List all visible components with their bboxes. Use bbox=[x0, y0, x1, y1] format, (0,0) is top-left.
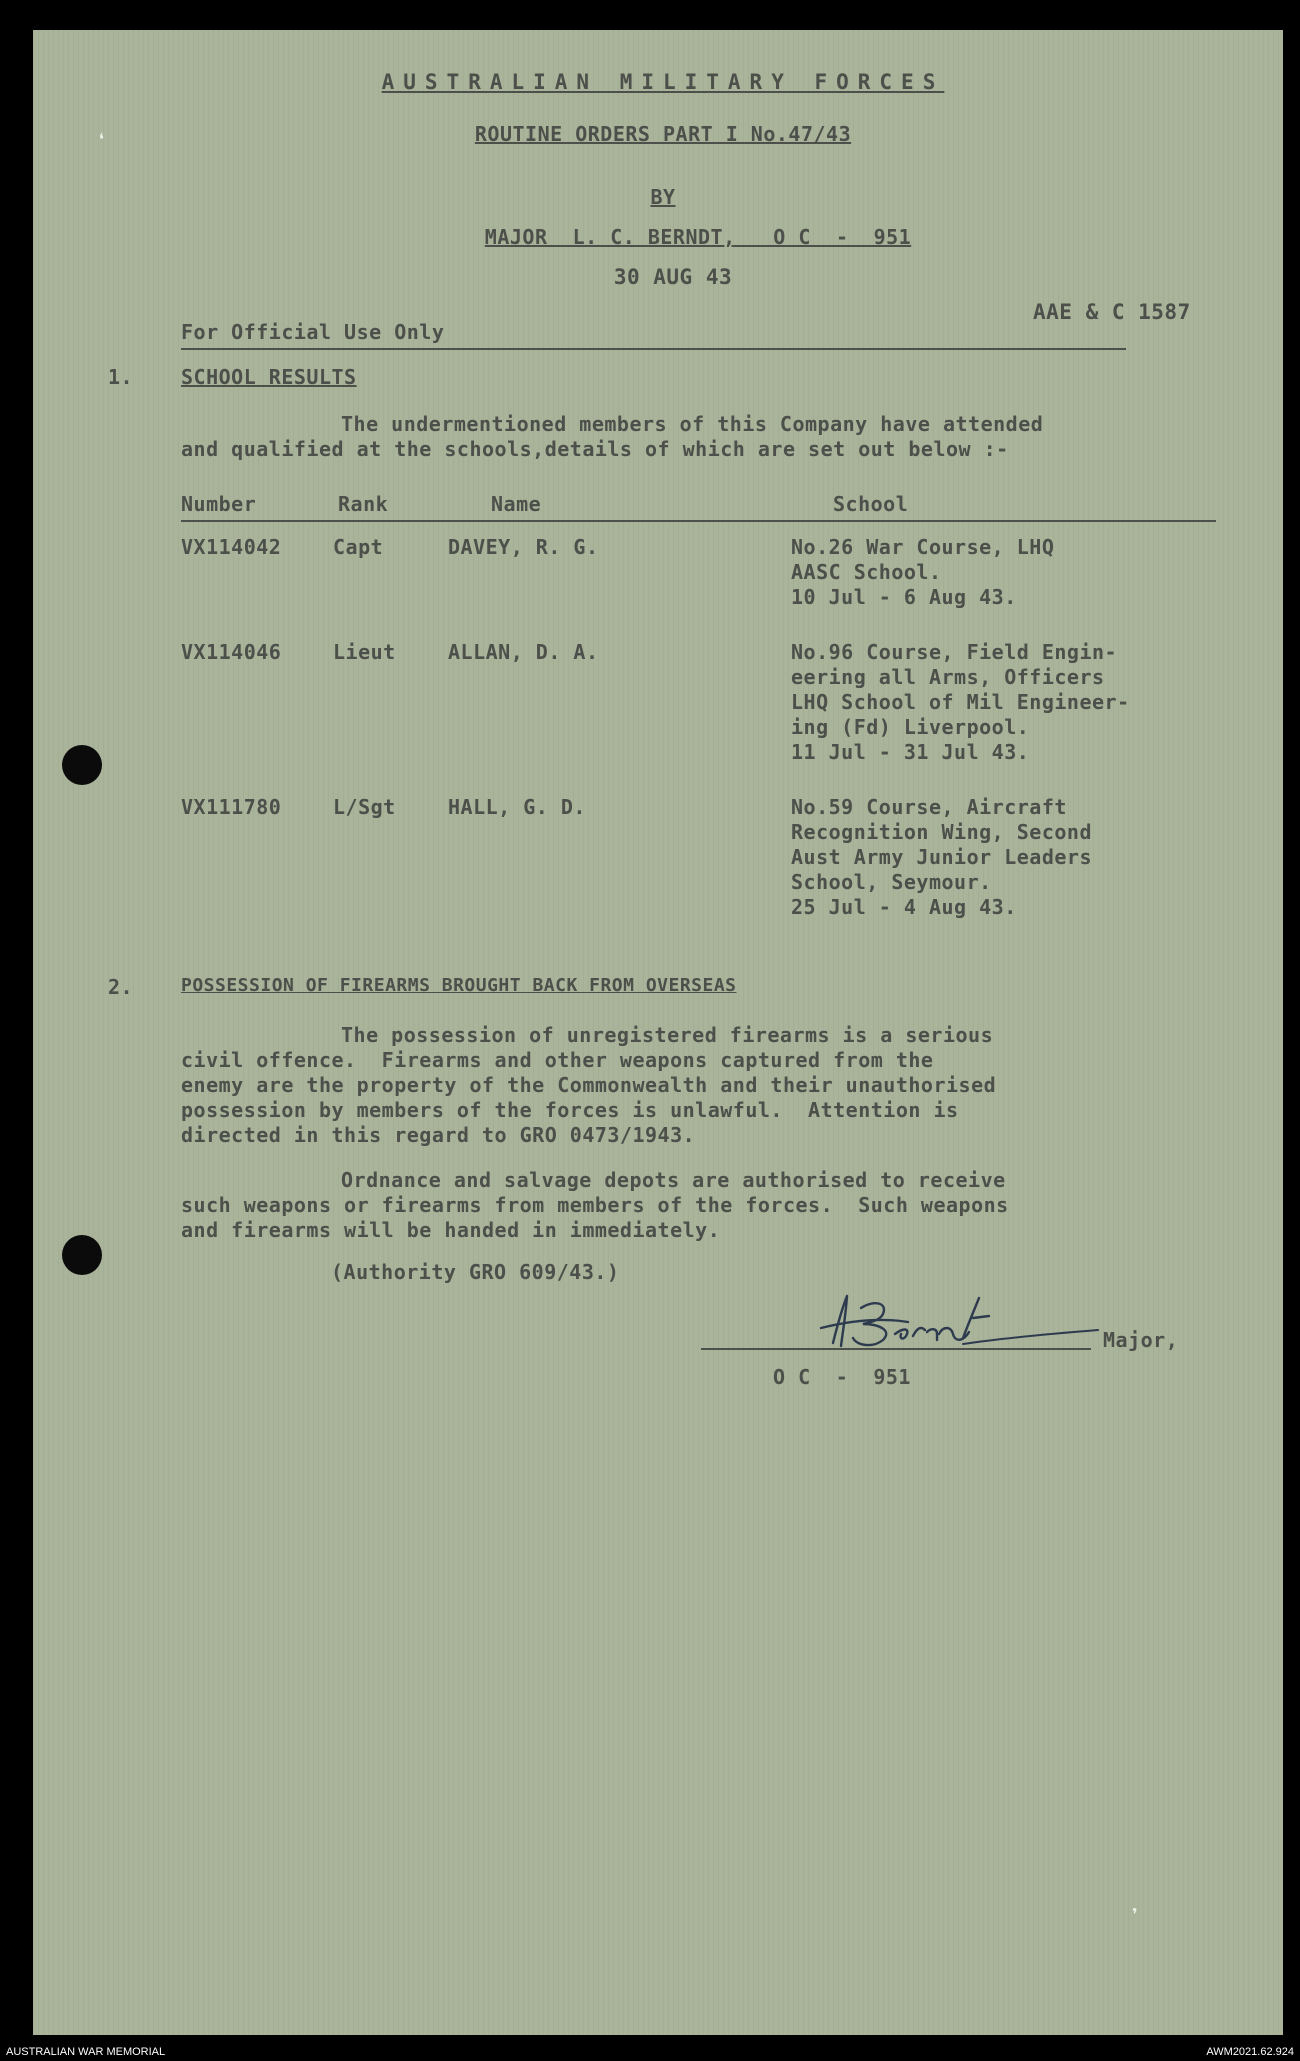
paragraph-line: possession by members of the forces is unlawful. Attention is bbox=[181, 1098, 959, 1122]
member-name: ALLAN, D. A. bbox=[448, 640, 599, 664]
column-header: Rank bbox=[338, 492, 389, 516]
paragraph-line: The undermentioned members of this Company have attended bbox=[341, 412, 1044, 436]
paragraph-line: civil offence. Firearms and other weapons captured from the bbox=[181, 1048, 934, 1072]
paragraph-line: The possession of unregistered firearms is a serious bbox=[341, 1023, 994, 1047]
paragraph-line: directed in this regard to GRO 0473/1943. bbox=[181, 1123, 696, 1147]
authority-reference: (Authority GRO 609/43.) bbox=[331, 1260, 620, 1284]
school-detail: No.26 War Course, LHQ bbox=[791, 535, 1055, 559]
rank: L/Sgt bbox=[333, 795, 396, 819]
paper-tear-mark: ❜ bbox=[1128, 1905, 1142, 1930]
school-detail: 11 Jul - 31 Jul 43. bbox=[791, 740, 1030, 764]
paragraph-line: and firearms will be handed in immediately. bbox=[181, 1218, 721, 1242]
punch-hole bbox=[62, 1235, 102, 1275]
signature-line bbox=[701, 1348, 1091, 1350]
school-detail: ing (Fd) Liverpool. bbox=[791, 715, 1030, 739]
header-rule bbox=[181, 348, 1126, 350]
document-page bbox=[33, 30, 1283, 2035]
section-heading: POSSESSION OF FIREARMS BROUGHT BACK FROM OVERSEAS bbox=[181, 975, 737, 996]
column-header: Name bbox=[491, 492, 542, 516]
school-detail: Recognition Wing, Second bbox=[791, 820, 1092, 844]
document-date: 30 AUG 43 bbox=[613, 265, 733, 289]
school-detail: No.96 Course, Field Engin- bbox=[791, 640, 1118, 664]
column-header: School bbox=[833, 492, 909, 516]
reference-number: AAE & C 1587 bbox=[1033, 300, 1191, 324]
signatory-unit: O C - 951 bbox=[773, 1365, 911, 1389]
section-number: 2. bbox=[108, 975, 134, 999]
archive-reference: AWM2021.62.924 bbox=[1206, 2046, 1294, 2058]
school-detail: eering all Arms, Officers bbox=[791, 665, 1105, 689]
school-detail: No.59 Course, Aircraft bbox=[791, 795, 1067, 819]
school-detail: 10 Jul - 6 Aug 43. bbox=[791, 585, 1017, 609]
official-use-marking: For Official Use Only bbox=[181, 320, 445, 344]
paragraph-line: such weapons or firearms from members of the forces. Such weapons bbox=[181, 1193, 1009, 1217]
paragraph-line: enemy are the property of the Commonwealth and their unauthorised bbox=[181, 1073, 997, 1097]
punch-hole bbox=[62, 745, 102, 785]
rank: Capt bbox=[333, 535, 384, 559]
officer-line: MAJOR L. C. BERNDT, O C - 951 bbox=[484, 225, 912, 249]
paragraph-line: Ordnance and salvage depots are authorised to receive bbox=[341, 1168, 1006, 1192]
signatory-rank: Major, bbox=[1103, 1328, 1179, 1352]
service-number: VX111780 bbox=[181, 795, 282, 819]
section-number: 1. bbox=[108, 365, 134, 389]
service-number: VX114042 bbox=[181, 535, 282, 559]
column-header: Number bbox=[181, 492, 257, 516]
member-name: HALL, G. D. bbox=[448, 795, 586, 819]
service-number: VX114046 bbox=[181, 640, 282, 664]
archive-credit: AUSTRALIAN WAR MEMORIAL bbox=[6, 2046, 166, 2058]
school-detail: LHQ School of Mil Engineer- bbox=[791, 690, 1130, 714]
orders-heading: ROUTINE ORDERS PART I No.47/43 bbox=[474, 122, 852, 146]
school-detail: AASC School. bbox=[791, 560, 942, 584]
document-title: AUSTRALIAN MILITARY FORCES bbox=[381, 70, 945, 94]
school-detail: 25 Jul - 4 Aug 43. bbox=[791, 895, 1017, 919]
table-header-rule bbox=[181, 520, 1216, 522]
paragraph-line: and qualified at the schools,details of which are set out below :- bbox=[181, 437, 1009, 461]
paper-tear-mark: ❛ bbox=[95, 130, 109, 155]
school-detail: Aust Army Junior Leaders bbox=[791, 845, 1092, 869]
rank: Lieut bbox=[333, 640, 396, 664]
member-name: DAVEY, R. G. bbox=[448, 535, 599, 559]
by-line: BY bbox=[650, 185, 676, 209]
section-heading: SCHOOL RESULTS bbox=[181, 365, 357, 389]
school-detail: School, Seymour. bbox=[791, 870, 992, 894]
